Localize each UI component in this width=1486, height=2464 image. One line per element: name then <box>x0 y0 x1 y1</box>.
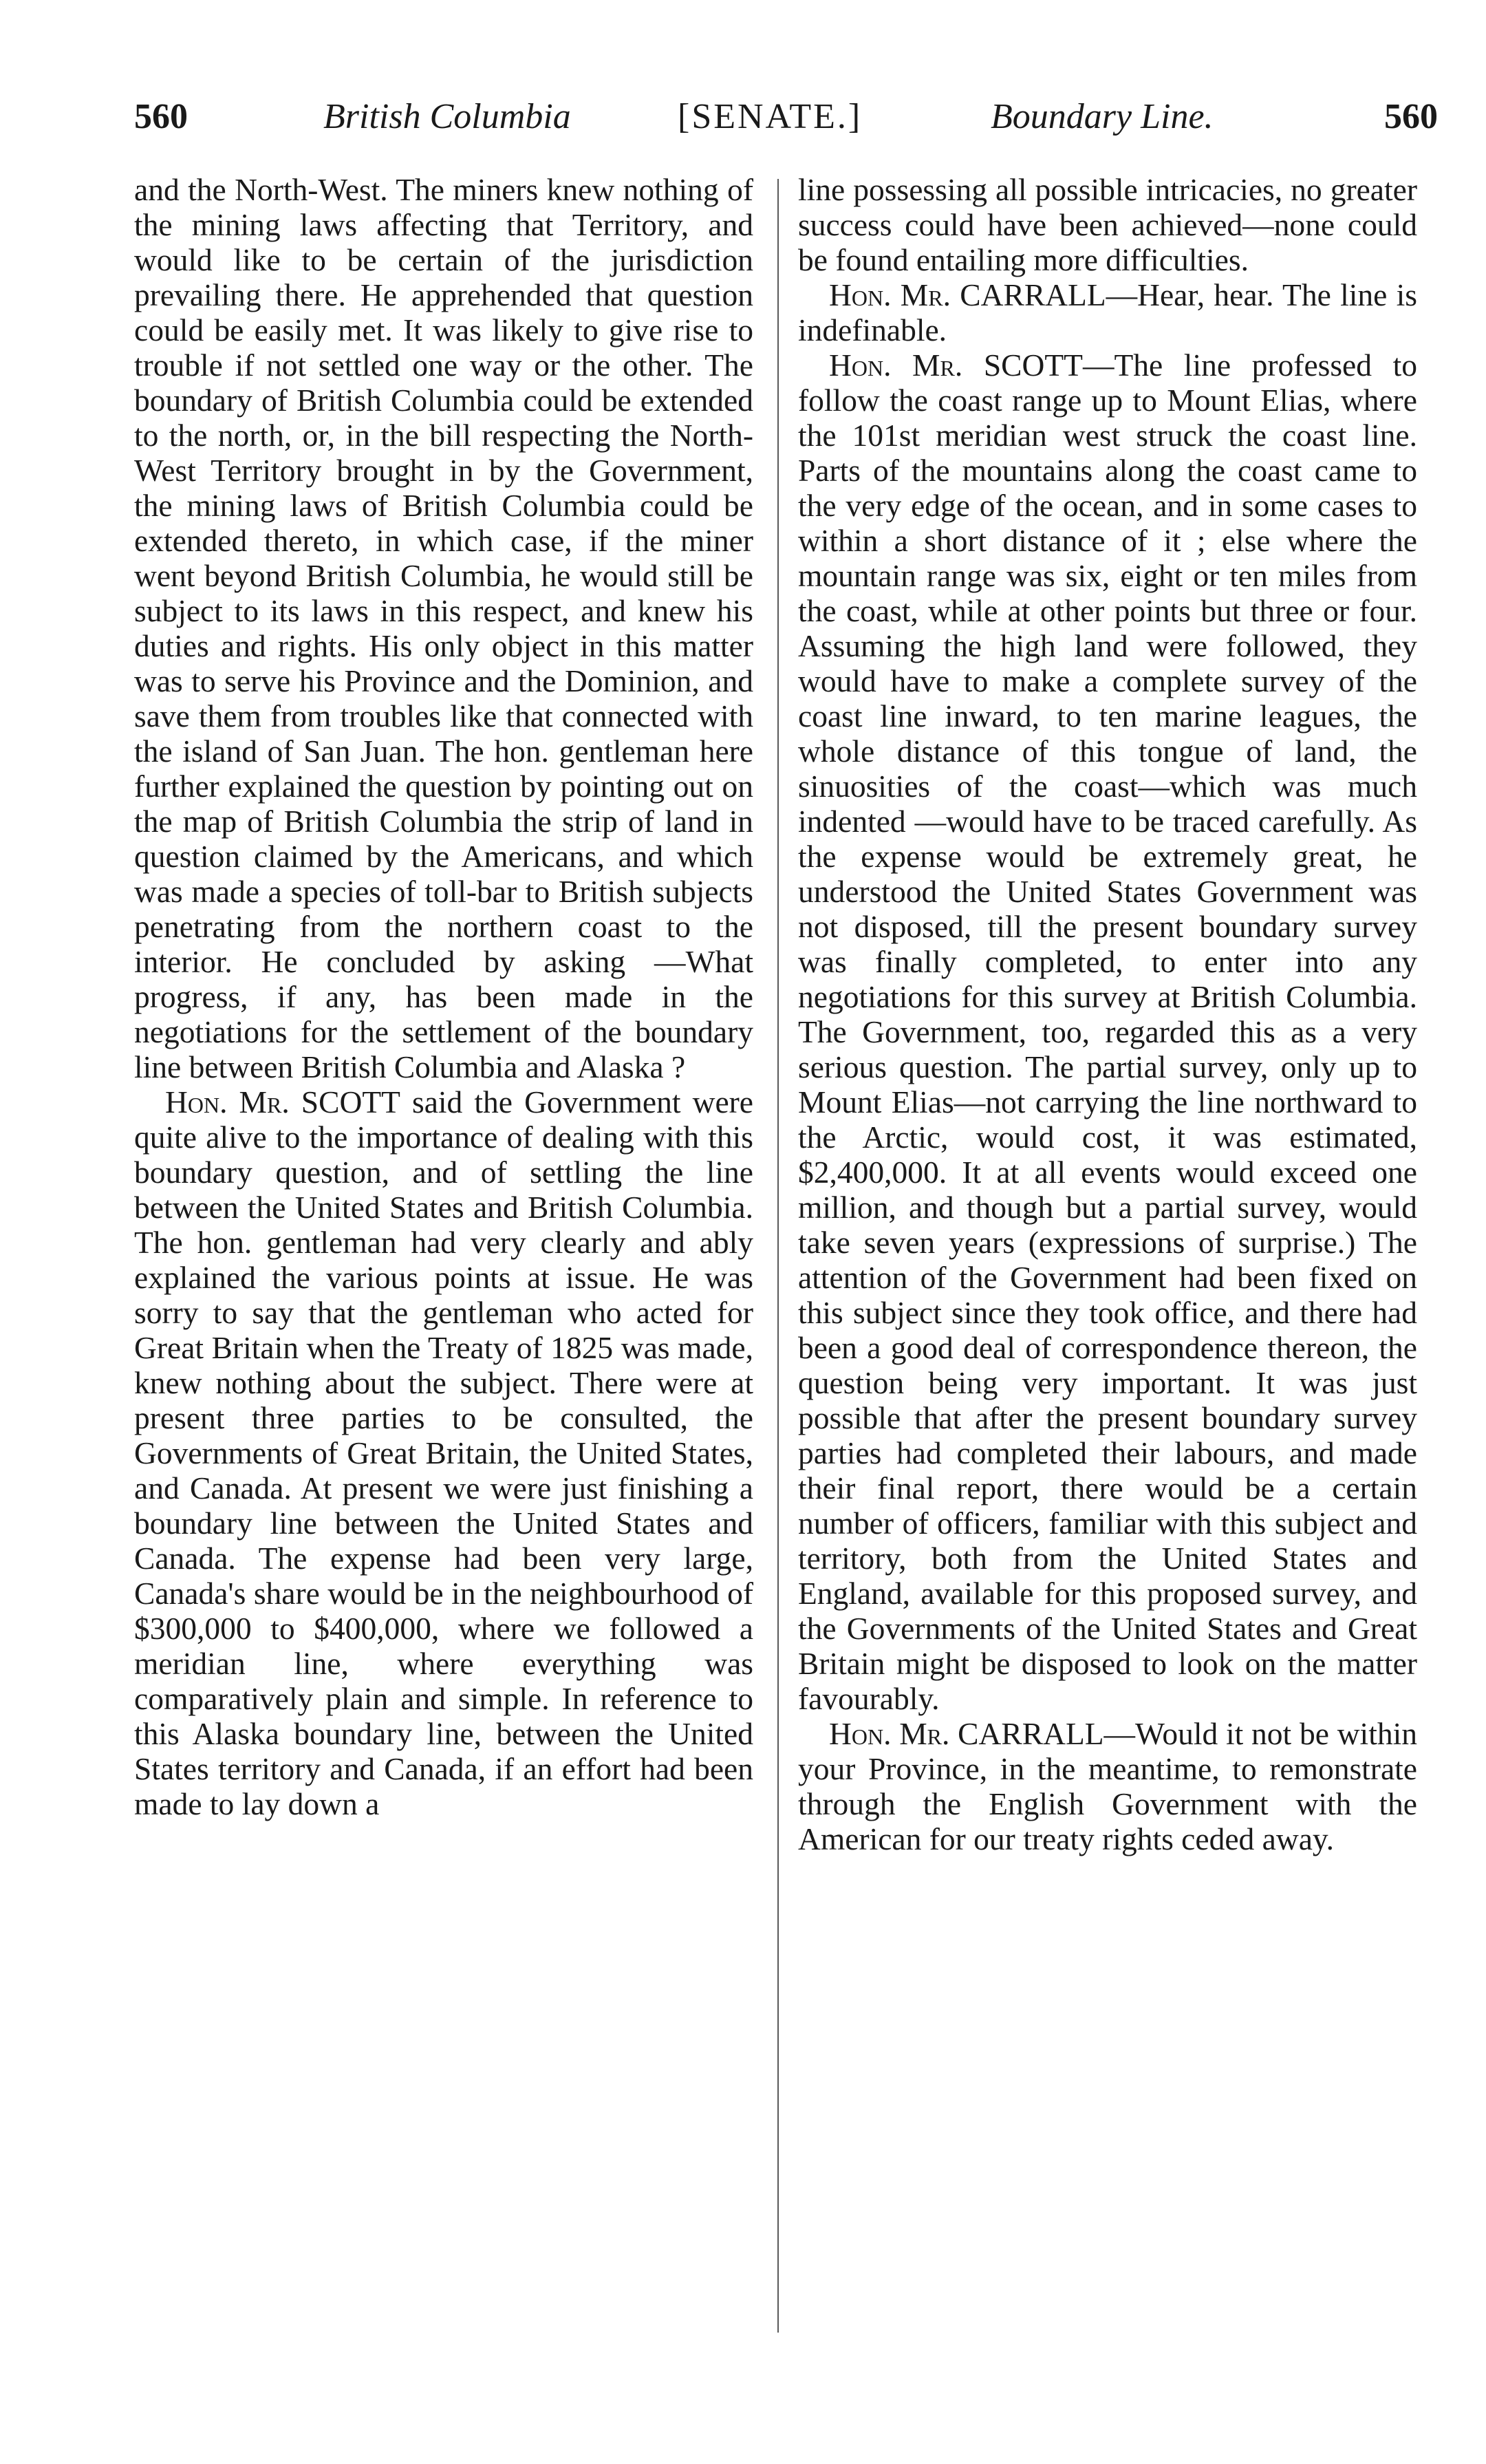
right-column <box>798 172 1417 1856</box>
speaker-scott: Hon. Mr. SCOTT <box>165 1084 400 1119</box>
right-paragraph-4 <box>798 1716 1417 1856</box>
chamber-label: [SENATE.] <box>678 97 863 136</box>
left-paragraph-2-text: said the Government were quite alive to the importance of dealing with this boundary question, and of settling the line between the United States and British Columbia. The hon. gentleman had very clearly and ably explained the various points at issue. He was sorry to say that the gentleman who acted for Great Britain when the Treaty of 1825 was made, knew nothing about the subject. There were at present three parties to be consulted, the Governments of Great Britain, the United States, and Canada. At present we were just finishing a boundary line between the United States and Canada. The expense had been very large, Canada's share would be in the neighbourhood of $300,000 to $400,000, where we followed a meridian line, where everything was comparatively plain and simple. In reference to this Alaska boundary line, between the United States territory and Canada, if an effort had been made to lay down a <box>134 1084 754 1821</box>
right-paragraph-3-text: —The line professed to follow the coast range up to Mount Elias, where the 101st meridian west struck the coast line. Parts of the mountains along the coast came to the very edge of the ocean, and in some cases to within a short distance of it ; else where the mountain range was six, eight or ten miles from the coast, while at other points but three or four. Assuming the high land were followed, they would have to make a complete survey of the coast line inward, to ten marine leagues, the whole distance of this tongue of land, the sinuosities of the coast—which was much indented —would have to be traced carefully. As the expense would be extremely great, he understood the United States Government was not disposed, till the present boundary survey was finally completed, to enter into any negotiations for this survey at British Columbia. The Government, too, regarded this as a very serious question. The partial survey, only up to Mount Elias—not carrying the line northward to the Arctic, would cost, it was estimated, $2,400,000. It at all events would exceed one million, and though but a partial survey, would take seven years (expressions of surprise.) The attention of the Government had been fixed on this subject since they took office, and there had been a good deal of correspondence thereon, the question being very important. It was just possible that after the present boundary survey parties had completed their labours, and made their final report, there would be a certain number of officers, familiar with this subject and territory, both from the United States and England, available for this proposed survey, and the Governments of the United States and Great Britain might be disposed to look on the matter favourably. <box>798 347 1417 1716</box>
right-paragraph-3 <box>798 347 1417 1716</box>
right-page-number: 560 <box>1384 97 1438 136</box>
left-paragraph-2 <box>134 1084 753 1821</box>
speaker-carrall: Hon. Mr. CARRALL <box>829 1716 1104 1751</box>
left-page-number: 560 <box>134 97 188 136</box>
left-paragraph-1: and the North-West. The miners knew nothing of the mining laws affecting that Territory, and would like to be certain of the jurisdiction prevailing there. He apprehended that question could be easily met. It was likely to give rise to trouble if not settled one way or the other. The boundary of British Columbia could be extended to the north, or, in the bill respecting the North-West Territory brought in by the Government, the mining laws of British Columbia could be extended thereto, in which case, if the miner went beyond British Columbia, he would still be subject to its laws in this respect, and knew his duties and rights. His only object in this matter was to serve his Province and the Dominion, and save them from troubles like that connected with the island of San Juan. The hon. gentleman here further explained the question by pointing out on the map of British Columbia the strip of land in question claimed by the Americans, and which was made a species of toll-bar to British subjects penetrating from the northern coast to the interior. He concluded by asking —What progress, if any, has been made in the negotiations for the settlement of the boundary line between British Columbia and Alaska ? <box>134 172 753 1084</box>
left-column <box>134 172 753 1821</box>
right-paragraph-2-text: —Hear, hear. The line is indefinable. <box>798 277 1417 347</box>
right-running-title: Boundary Line. <box>991 97 1214 136</box>
right-paragraph-1: line possessing all possible intricacies, no greater success could have been achieved—none could be found entailing more difficulties. <box>798 172 1417 277</box>
running-head <box>0 96 1486 158</box>
left-running-title: British Columbia <box>323 97 571 136</box>
right-paragraph-2 <box>798 277 1417 347</box>
speaker-scott: Hon. Mr. SCOTT <box>829 347 1083 383</box>
column-divider <box>777 179 779 2333</box>
speaker-carrall: Hon. Mr. CARRALL <box>829 277 1106 312</box>
right-paragraph-4-text: —Would it not be within your Province, in the meantime, to remonstrate through the English Government with the American for our treaty rights ceded away. <box>798 1716 1417 1856</box>
